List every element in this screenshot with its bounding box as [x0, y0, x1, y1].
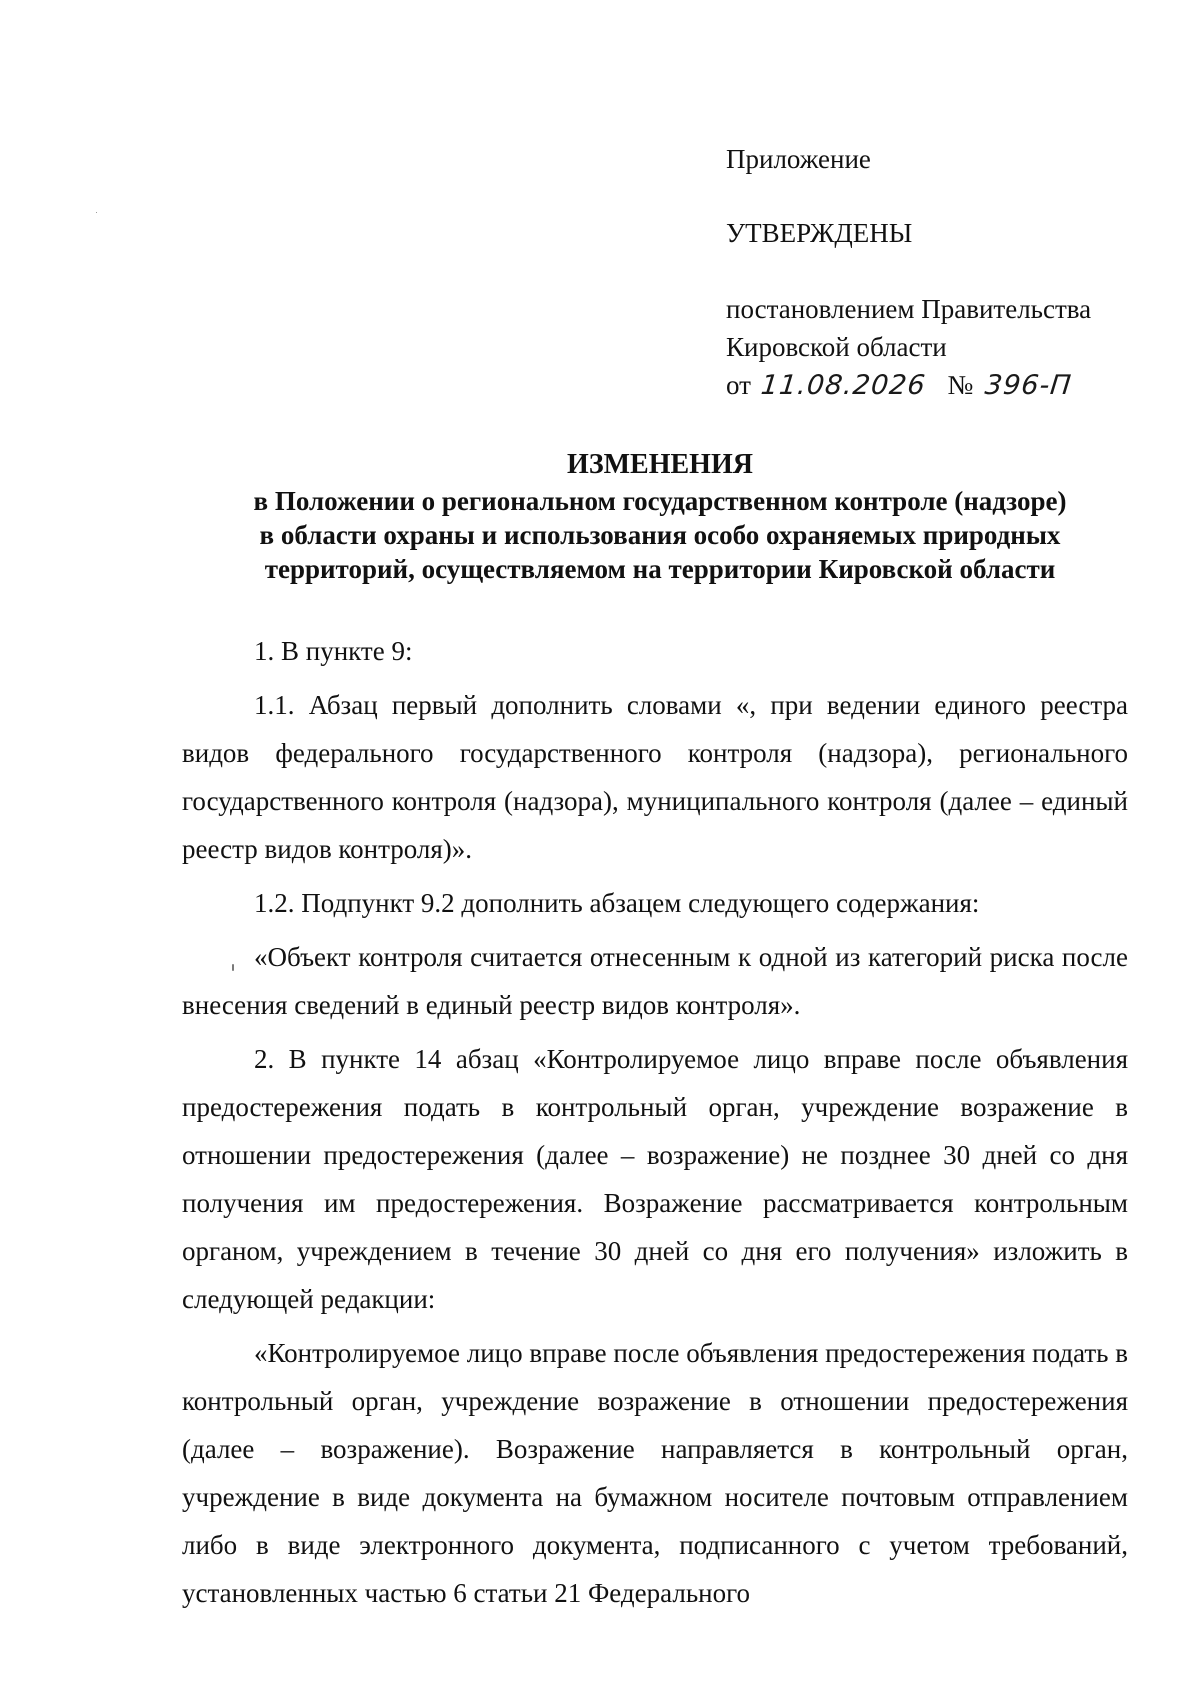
appendix-label: Приложение: [726, 144, 871, 174]
paragraph-1-1: 1.1. Абзац первый дополнить словами «, при ведении единого реестра видов федерального государственного контроля (надзора), регионального государственного контроля (надзора), муниципального контроля (далее – единый реестр видов контроля)».: [182, 690, 1128, 864]
number-prefix: №: [947, 370, 974, 400]
paragraph-1-2-quote: «Объект контроля считается отнесенным к одной из категорий риска после внесения сведений в единый реестр видов контроля».: [182, 942, 1128, 1020]
date-prefix: от: [726, 370, 751, 400]
paragraph-1: 1. В пункте 9:: [254, 636, 413, 666]
title-subtitle-line-2: в области охраны и использования особо охраняемых природных: [259, 520, 1061, 550]
paragraph-2: 2. В пункте 14 абзац «Контролируемое лицо вправе после объявления предостережения подать в контрольный орган, учреждение возражение в отношении предостережения (далее – возражение) не позднее 30 дней со дня получения им предостережения. Возражение рассматривается контрольным органом, учреждением в течение 30 дней со дня его получения» изложить в следующей редакции:: [182, 1044, 1128, 1314]
title-heading: ИЗМЕНЕНИЯ: [567, 449, 753, 480]
decree-number-handwritten: 396-П: [983, 370, 1074, 401]
paragraph-2-quote: «Контролируемое лицо вправе после объявления предостережения подать в контрольный орган, учреждение возражение в отношении предостережения (далее – возражение). Возражение направляется в контрольный орган, учреждение в виде документа на бумажном носителе почтовым отправлением либо в виде электронного документа, подписанного с учетом требований, установленных частью 6 статьи 21 Федерального: [182, 1338, 1128, 1608]
scan-speck: [96, 212, 97, 213]
decree-line-2: Кировской области: [726, 332, 947, 362]
decree-date-handwritten: 11.08.2026: [759, 370, 928, 401]
paragraph-1-2: 1.2. Подпункт 9.2 дополнить абзацем следующего содержания:: [254, 888, 980, 918]
document-title: [160, 448, 1160, 586]
scan-speck: [232, 964, 234, 971]
decree-date-number-line: [726, 366, 1166, 405]
document-body: [182, 627, 1128, 1617]
title-subtitle-line-3: территорий, осуществляемом на территории Кировской области: [264, 554, 1056, 584]
approved-label: УТВЕРЖДЕНЫ: [726, 218, 913, 248]
decree-line-1: постановлением Правительства: [726, 294, 1092, 324]
approval-block: [726, 140, 1166, 405]
title-subtitle-line-1: в Положении о региональном государственном контроле (надзоре): [253, 486, 1067, 516]
